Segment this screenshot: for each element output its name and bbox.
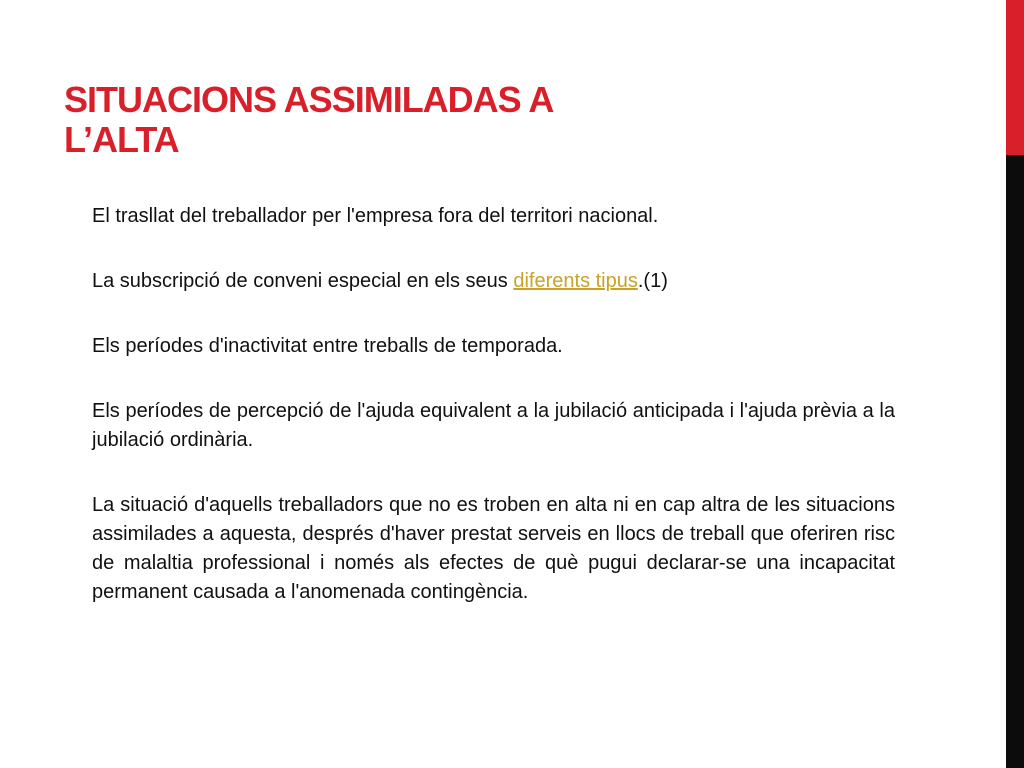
paragraph-conveni-especial [92,267,895,296]
slide-title [64,80,764,160]
paragraph-conveni-text: La subscripció de conveni especial en els seus [92,270,514,292]
slide-body [92,202,895,643]
paragraph-jubilacio: Els períodes de percepció de l'ajuda equivalent a la jubilació anticipada i l'ajuda prèvia a la jubilació ordinària. [92,400,895,451]
slide-title-line-2: L’ALTA [64,119,179,160]
accent-bar-red [1006,0,1024,155]
paragraph-conveni-suffix: .(1) [637,270,668,292]
accent-bar-black [1006,155,1024,768]
paragraph-trasllat: El trasllat del treballador per l'empresa fora del territori nacional. [92,205,659,227]
paragraph-inactivitat: Els períodes d'inactivitat entre treballs de temporada. [92,335,563,357]
diferents-tipus-link[interactable]: diferents tipus [513,270,638,292]
slide-title-line-1: SITUACIONS ASSIMILADAS A [64,79,554,120]
paragraph-malaltia-professional: La situació d'aquells treballadors que no es troben en alta ni en cap altra de les situacions assimilades a aquesta, després d'haver prestat serveis en llocs de treball que oferiren risc de malaltia professional i només als efectes de què pugui declarar-se una incapacitat permanent causada a l'anomenada contingència. [92,494,895,603]
